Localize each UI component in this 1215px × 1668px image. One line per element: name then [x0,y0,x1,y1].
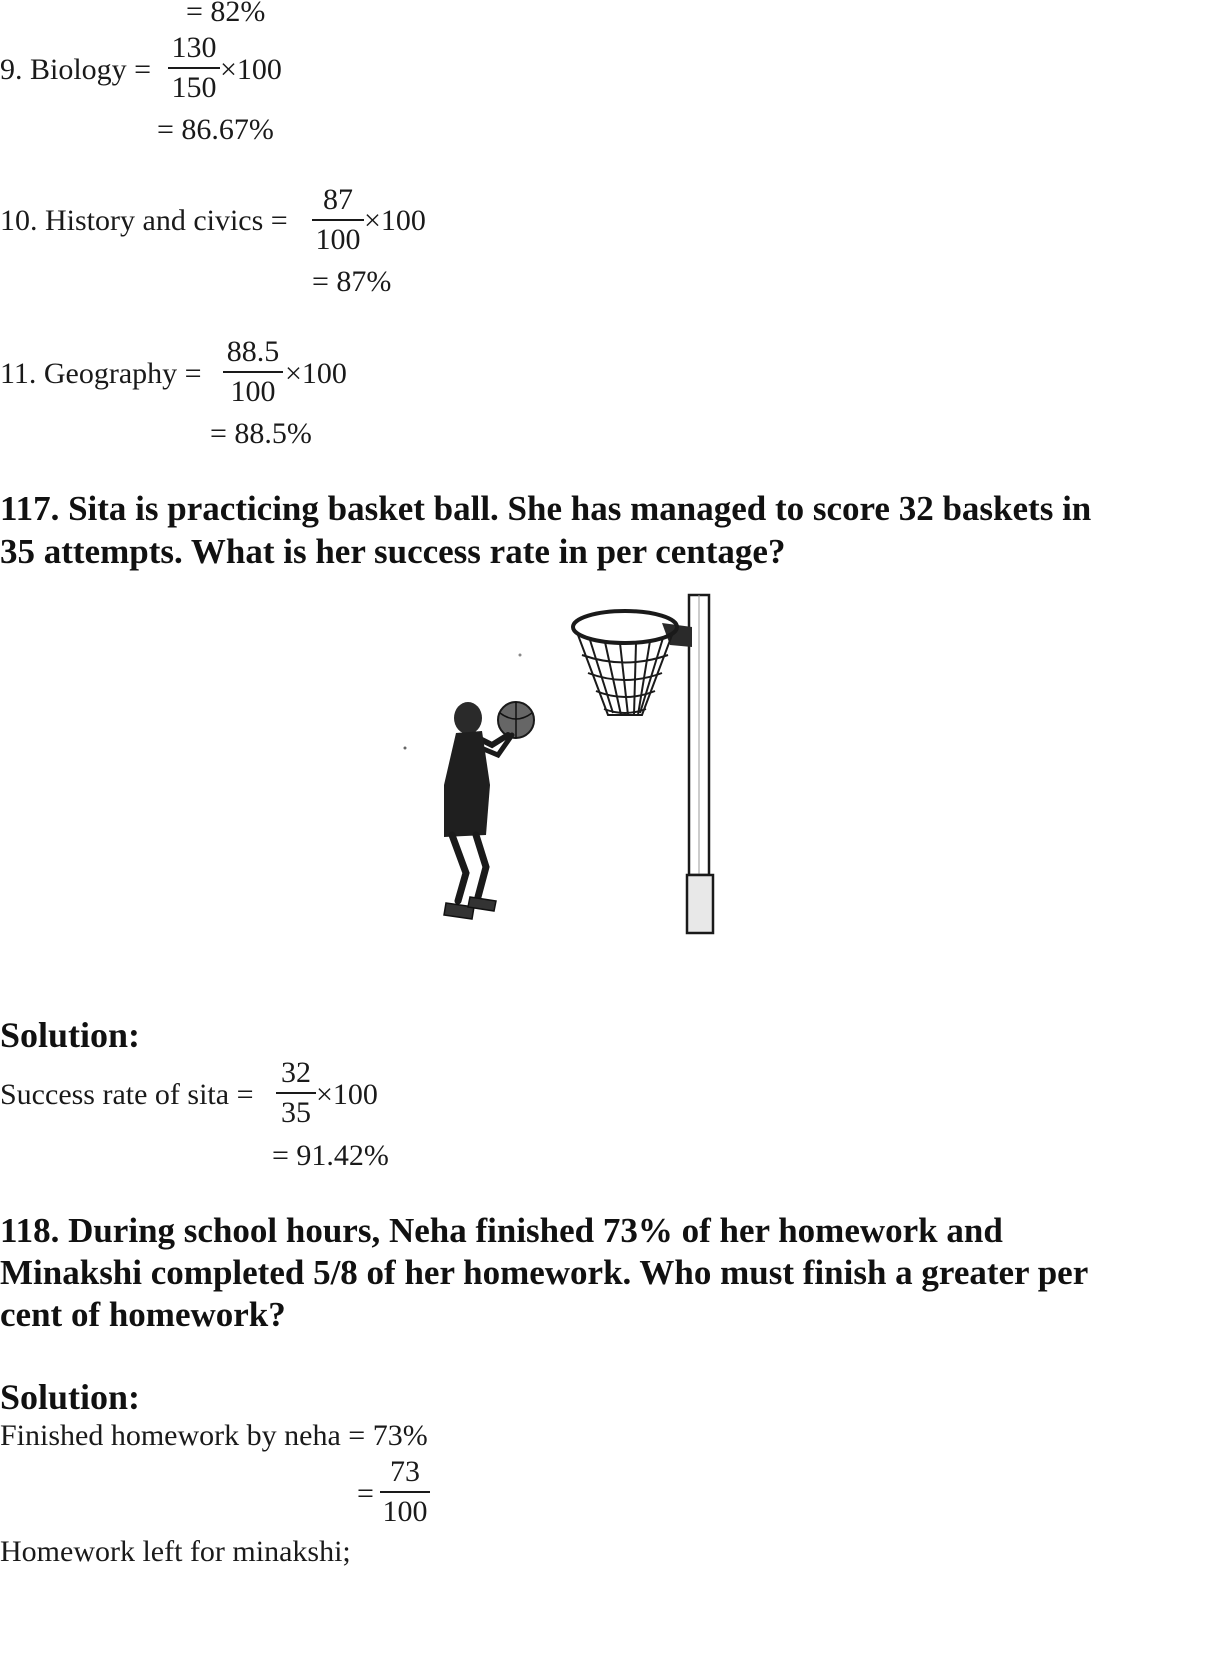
hoop-net [578,635,672,715]
solution-117-times: ×100 [316,1078,378,1111]
item10-fraction [312,184,364,256]
question-118-line3: cent of homework? [0,1295,286,1334]
item10-numerator: 87 [323,183,353,216]
question-118-line1: 118. During school hours, Neha finished 73% of her homework and [0,1211,1003,1250]
item9-fraction [168,32,220,104]
fraction-bar [168,67,220,69]
solution-118-minakshi-line: Homework left for minakshi; [0,1535,351,1568]
question-118-line2: Minakshi completed 5/8 of her homework. Who must finish a greater per [0,1253,1089,1292]
item10-denominator: 100 [315,223,361,256]
solution-118-heading: Solution: [0,1377,141,1417]
fraction-bar [223,371,283,373]
solution-117-numerator: 32 [281,1056,311,1089]
solution-117-denominator: 35 [281,1096,311,1129]
item11-label: 11. Geography = [0,357,202,390]
solution-118-neha-line: Finished homework by neha = 73% [0,1419,428,1452]
solution-118-equals: = [357,1477,374,1510]
solution-118-denominator: 100 [382,1495,428,1528]
player-head [454,702,482,734]
item10-result: = 87% [312,265,392,298]
item11-numerator: 88.5 [226,335,280,368]
player-figure [444,702,534,919]
item11-times: ×100 [285,357,347,390]
item9-label: 9. Biology = [0,53,152,86]
fraction-bar [276,1092,316,1094]
item10-times: ×100 [364,204,426,237]
solution-117-label: Success rate of sita = [0,1078,254,1111]
item9-denominator: 150 [171,71,217,104]
player-torso [444,731,490,837]
item9-result: = 86.67% [157,113,274,146]
solution-118-fraction [380,1456,430,1528]
pole-base [687,875,713,933]
item11-denominator: 100 [230,375,276,408]
question-117-line2: 35 attempts. What is her success rate in per centage? [0,532,786,571]
hoop-rim [573,611,677,643]
item11-fraction [223,336,283,408]
solution-117-result: = 91.42% [272,1139,389,1172]
item8-result: = 82% [186,0,266,28]
item9-numerator: 130 [171,31,217,64]
fraction-bar [380,1491,430,1493]
item9-times: ×100 [220,53,282,86]
fraction-bar [312,219,364,221]
basketball-player-illustration [400,585,740,945]
question-117-line1: 117. Sita is practicing basket ball. She has managed to score 32 baskets in [0,489,1092,528]
solution-117-fraction [276,1057,316,1129]
solution-118-numerator: 73 [390,1455,420,1488]
item10-label: 10. History and civics = [0,204,288,237]
solution-117-heading: Solution: [0,1015,141,1055]
item11-result: = 88.5% [210,417,312,450]
